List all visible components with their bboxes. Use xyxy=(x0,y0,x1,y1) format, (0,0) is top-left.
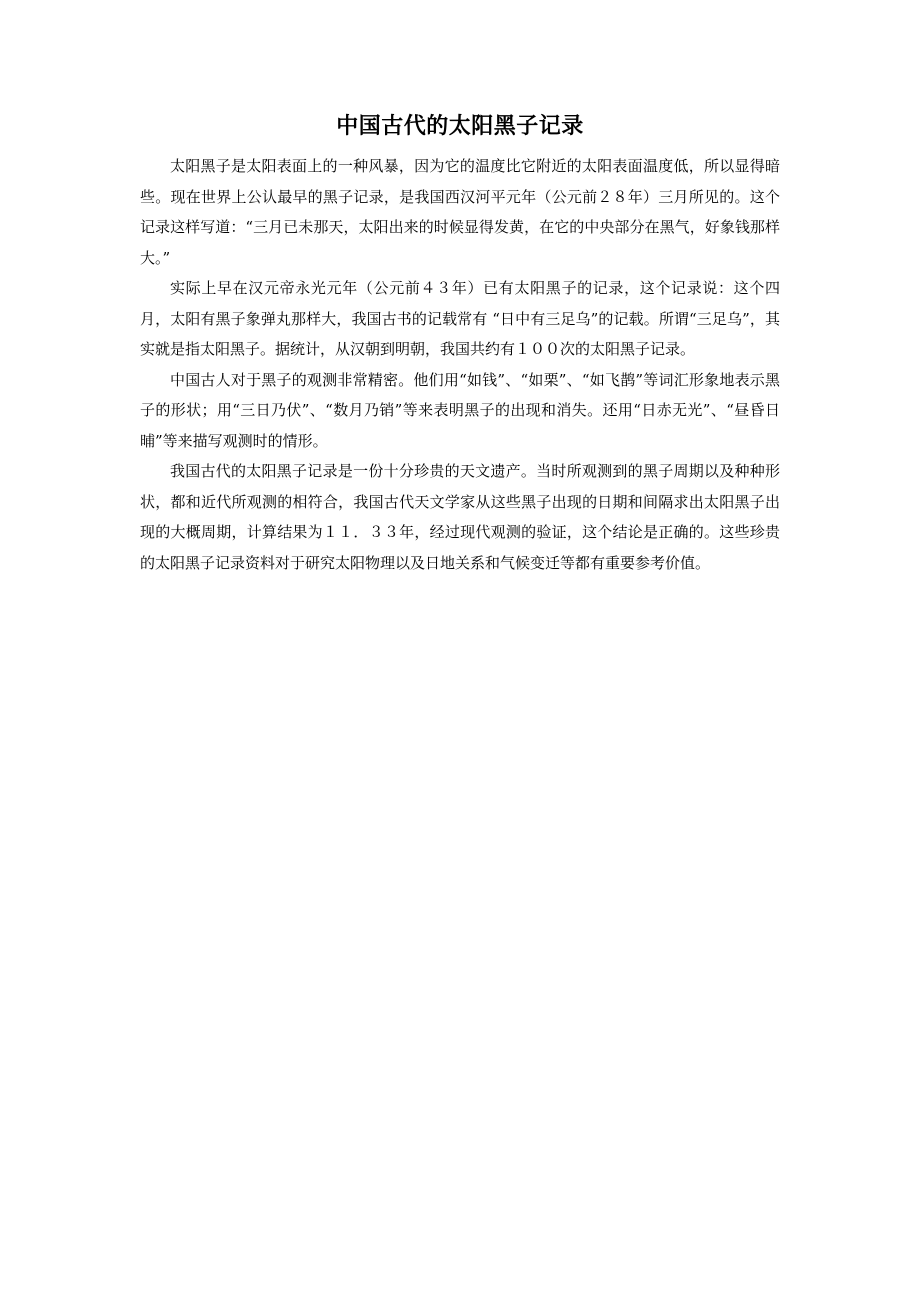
paragraph-4: 我国古代的太阳黑子记录是一份十分珍贵的天文遗产。当时所观测到的黑子周期以及种种形状，都和近代所观测的相符合，我国古代天文学家从这些黑子出现的日期和间隔求出太阳黑子出现的大概周期，计算结果为１１．３３年，经过现代观测的验证，这个结论是正确的。这些珍贵的太阳黑子记录资料对于研究太阳物理以及日地关系和气候变迁等都有重要参考价值。 xyxy=(140,462,780,572)
paragraph-1: 太阳黑子是太阳表面上的一种风暴，因为它的温度比它附近的太阳表面温度低，所以显得暗些。现在世界上公认最早的黑子记录，是我国西汉河平元年（公元前２８年）三月所见的。这个记录这样写道：“三月已未那天，太阳出来的时候显得发黄，在它的中央部分在黑气，好象钱那样大。” xyxy=(140,157,780,267)
document-body xyxy=(140,151,780,578)
document-title: 中国古代的太阳黑子记录 xyxy=(336,114,584,139)
paragraph-2: 实际上早在汉元帝永光元年（公元前４３年）已有太阳黑子的记录，这个记录说：这个四月，太阳有黑子象弹丸那样大，我国古书的记载常有 “日中有三足乌”的记载。所谓“三足乌”，其实就是指太阳黑子。据统计，从汉朝到明朝，我国共约有１００次的太阳黑子记录。 xyxy=(140,279,780,358)
paragraph-3: 中国古人对于黑子的观测非常精密。他们用“如钱”、“如栗”、“如飞鹊”等词汇形象地表示黑子的形状；用“三日乃伏”、“数月乃销”等来表明黑子的出现和消失。还用“日赤无光”、“昼昏日晡”等来描写观测时的情形。 xyxy=(140,370,780,450)
